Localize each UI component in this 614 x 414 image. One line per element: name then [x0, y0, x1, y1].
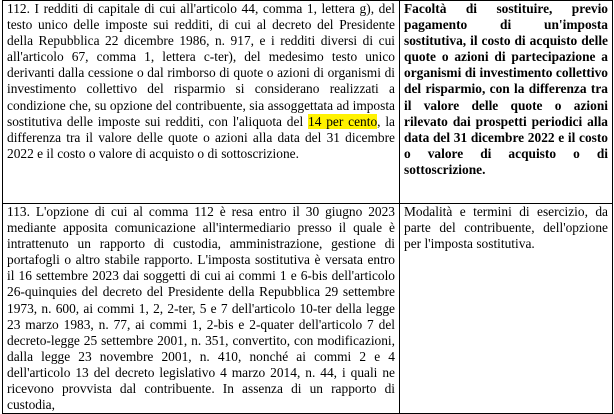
law-text-paragraph — [7, 1, 395, 162]
table-row — [3, 204, 613, 414]
law-text-cell — [3, 1, 400, 204]
law-text-paragraph: 113. L'opzione di cui al comma 112 è resa entro il 30 giugno 2023 mediante apposita comunicazione all'intermediario presso il quale è intrattenuto un rapporto di custodia, amministrazione, gestione di portafogli o altro stabile rapporto. L'imposta sostitutiva è versata entro il 16 settembre 2023 dai soggetti di cui ai commi 1 e 6-bis dell'articolo 26-quinquies del decreto del Presidente della Repubblica 29 settembre 1973, n. 600, ai commi 1, 2, 2-ter, 5 e 7 dell'articolo 10-ter della legge 23 marzo 1983, n. 77, ai commi 1, 2-bis e 2-quater dell'articolo 7 del decreto-legge 25 settembre 2001, n. 351, convertito, con modificazioni, dalla legge 23 novembre 2001, n. 410, nonché ai commi 2 e 4 dell'articolo 13 del decreto legislativo 4 marzo 2014, n. 44, i quali ne ricevono provvista dal contribuente. In assenza di un rapporto di custodia, — [7, 204, 395, 413]
summary-cell — [400, 1, 613, 204]
summary-text: Modalità e termini di esercizio, da parte del contribuente, dell'opzione per l'imposta sostitutiva. — [404, 204, 608, 252]
law-text-cell — [3, 204, 400, 414]
table-row — [3, 1, 613, 204]
highlighted-rate: 14 per cento — [308, 113, 378, 129]
law-text-before: 112. I redditi di capitale di cui all'articolo 44, comma 1, lettera g), del testo unico delle imposte sui redditi, di cui al decreto del Presidente della Repubblica 22 dicembre 1986, n. 917, e i redditi diversi di cui all'articolo 67, comma 1, lettera c-ter), del medesimo testo unico derivanti dalla cessione o dal rimborso di quote o azioni di organismi di investimento collettivo del risparmio si considerano realizzati a condizione che, su opzione del contribuente, sia assoggettata ad imposta sostitutiva delle imposte sui redditi, con l'aliquota del — [7, 1, 395, 129]
comparison-table — [2, 0, 613, 414]
summary-text: Facoltà di sostituire, previo pagamento di un'imposta sostitutiva, il costo di acquisto delle quote o azioni di partecipazione a organismi di investimento collettivo del risparmio, con la differenza tra il valore delle quote o azioni rilevato dai prospetti periodici alla data del 31 dicembre 2022 e il costo o valore di acquisto o di sottoscrizione. — [404, 1, 608, 177]
summary-cell — [400, 204, 613, 414]
law-text-after: , la differenza tra il valore delle quote o azioni alla data del 31 dicembre 2022 e il costo o valore di acquisto o di sottoscrizione. — [7, 113, 395, 161]
